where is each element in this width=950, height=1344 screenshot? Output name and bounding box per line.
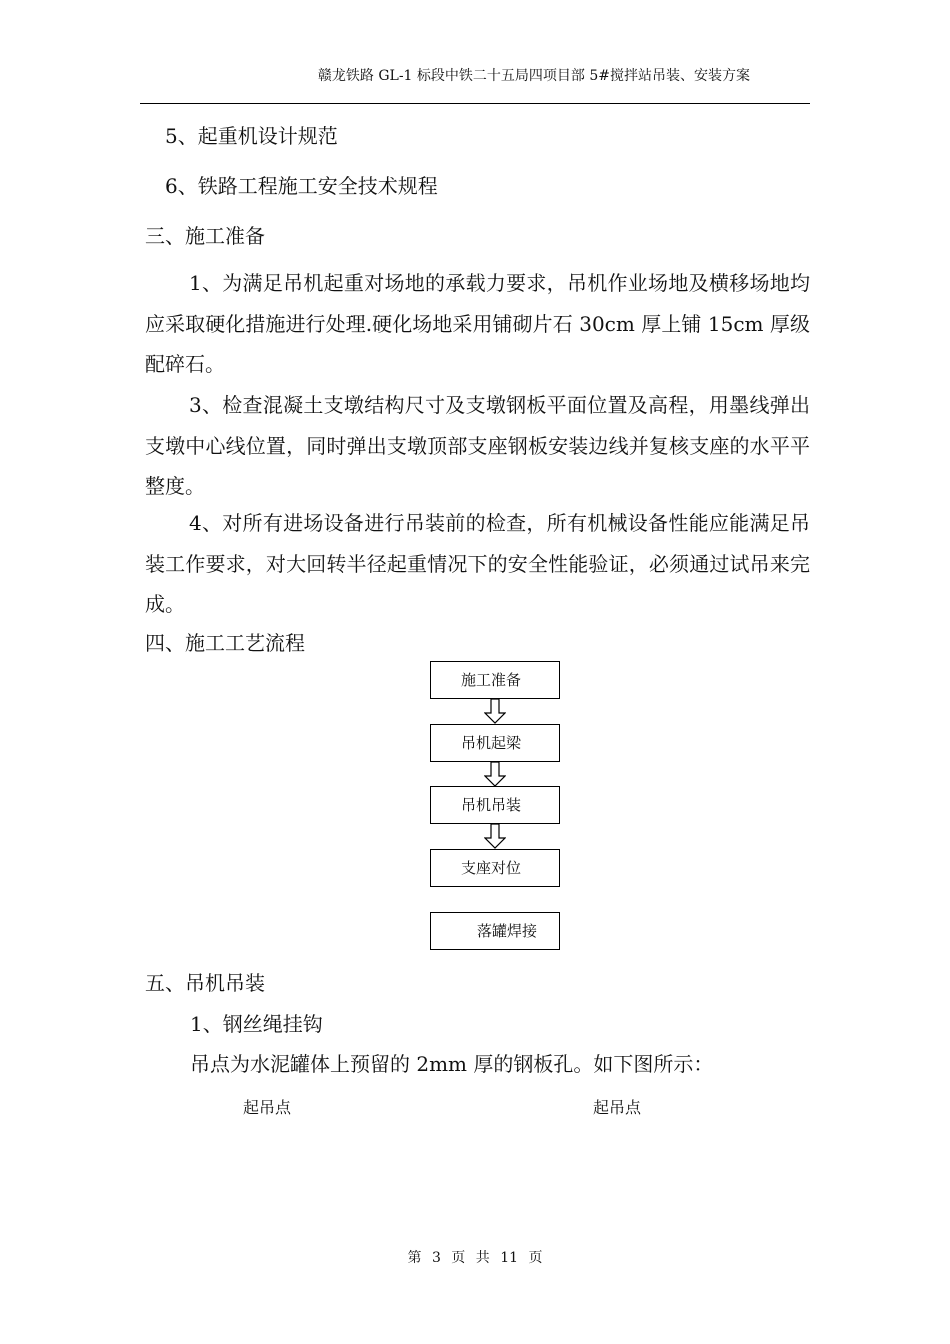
page-header: 赣龙铁路 GL-1 标段中铁二十五局四项目部 5#搅拌站吊装、安装方案 [317, 68, 750, 84]
section-heading-4: 四、施工工艺流程 [145, 631, 305, 655]
flow-step-2: 吊机起梁 [430, 724, 560, 762]
paragraph-1: 1、为满足吊机起重对场地的承载力要求，吊机作业场地及横移场地均应采取硬化措施进行处理.硬化场地采用铺砌片石 30cm 厚上铺 15cm 厚级配碎石。 [145, 271, 810, 376]
page-footer: 第 3 页 共 11 页 [407, 1250, 543, 1266]
lift-description: 吊点为水泥罐体上预留的 2mm 厚的钢板孔。如下图所示： [190, 1052, 714, 1076]
flow-step-1: 施工准备 [430, 661, 560, 699]
down-arrow-icon [484, 762, 506, 787]
list-item-1: 1、钢丝绳挂钩 [190, 1012, 323, 1036]
list-item-6: 6、铁路工程施工安全技术规程 [165, 174, 438, 198]
header-rule [140, 103, 810, 104]
down-arrow-icon [484, 824, 506, 849]
down-arrow-icon [484, 699, 506, 724]
section-heading-3: 三、施工准备 [145, 224, 265, 248]
flow-step-5: 落罐焊接 [430, 912, 560, 950]
list-item-5: 5、起重机设计规范 [165, 124, 338, 148]
flow-step-4: 支座对位 [430, 849, 560, 887]
section-heading-5: 五、吊机吊装 [145, 971, 265, 995]
flow-step-3: 吊机吊装 [430, 786, 560, 824]
lift-point-label-left: 起吊点 [243, 1098, 292, 1117]
paragraph-4: 4、对所有进场设备进行吊装前的检查，所有机械设备性能应能满足吊装工作要求，对大回转半径起重情况下的安全性能验证，必须通过试吊来完成。 [145, 511, 810, 616]
lift-point-label-right: 起吊点 [593, 1098, 642, 1117]
paragraph-3: 3、检查混凝土支墩结构尺寸及支墩钢板平面位置及高程，用墨线弹出支墩中心线位置，同时弹出支墩顶部支座钢板安装边线并复核支座的水平平整度。 [145, 393, 810, 498]
